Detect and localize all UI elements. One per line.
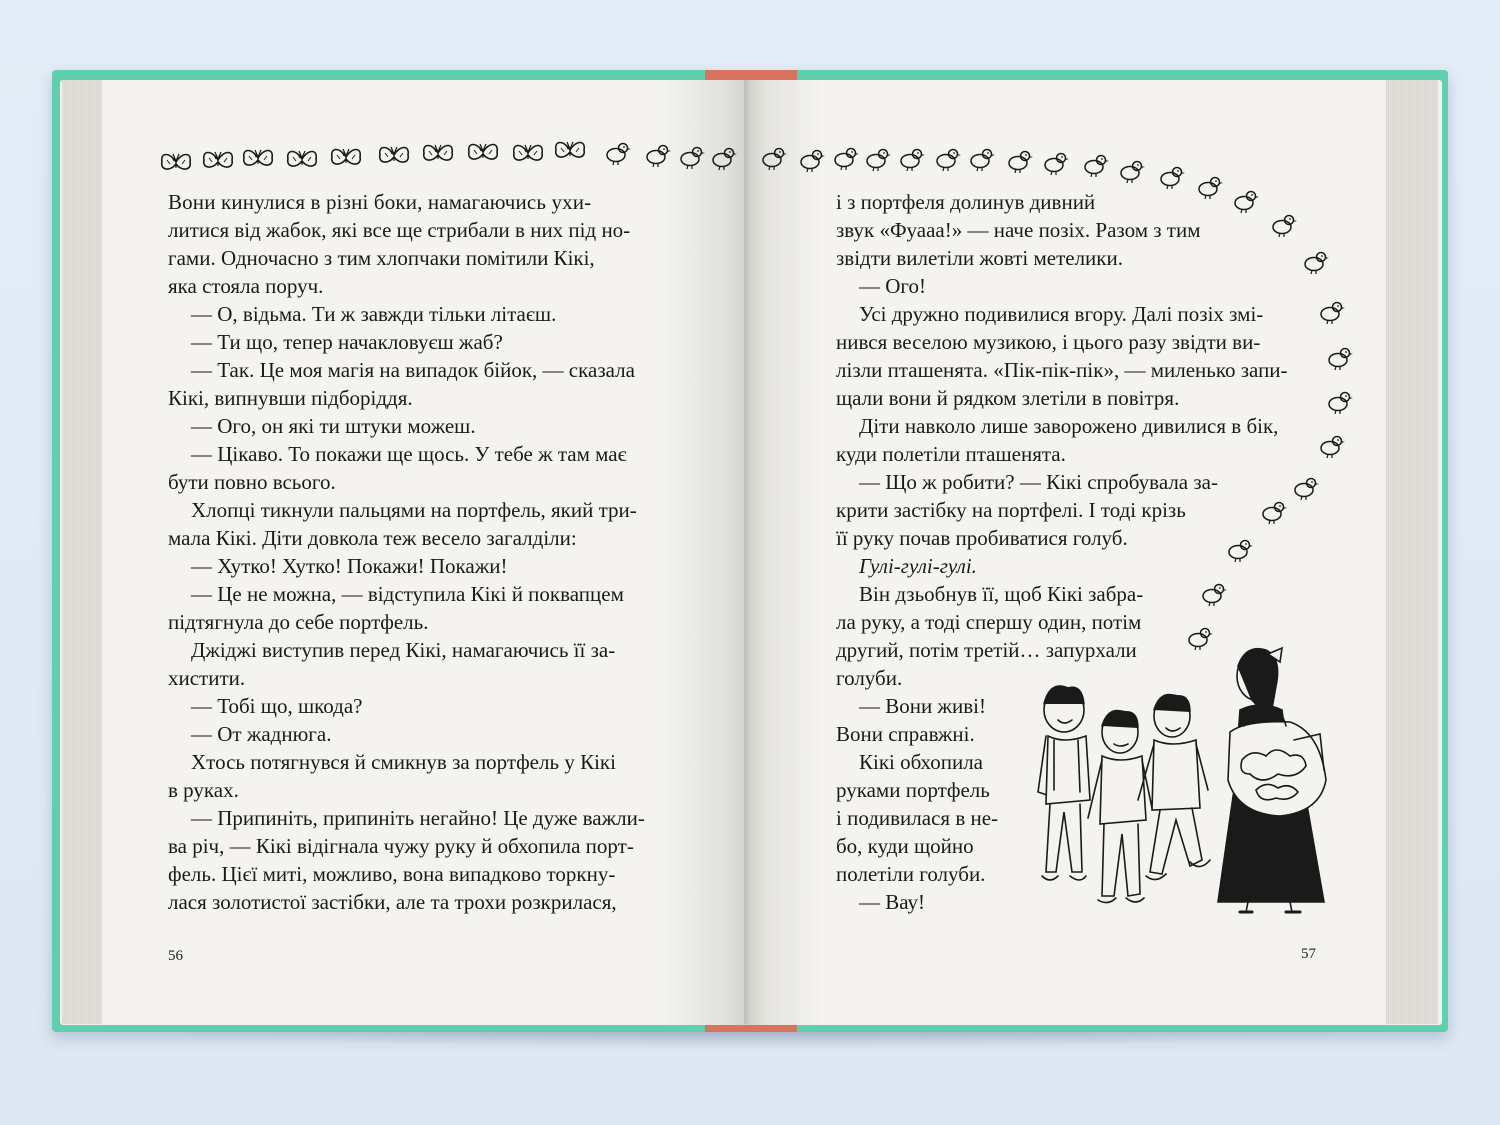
left-line: яка стояла поруч.	[168, 274, 324, 298]
left-line: Вони кинулися в різні боки, намагаючись ухи-	[168, 190, 592, 214]
right-line: лізли пташенята. «Пік-пік-пік», — миленько запи-	[836, 358, 1288, 382]
left-line: підтягнула до себе портфель.	[168, 610, 429, 634]
right-line: нився веселою музикою, і цього разу звідти ви-	[836, 330, 1261, 354]
left-line: в руках.	[168, 778, 239, 802]
right-line: Кікі обхопила	[859, 750, 983, 774]
children-illustration	[1020, 640, 1350, 915]
left-line: хистити.	[168, 666, 246, 690]
left-line: — Ого, он які ти штуки можеш.	[191, 414, 476, 438]
right-line: і подивилася в не-	[836, 806, 999, 830]
right-line: — Що ж робити? — Кікі спробувала за-	[859, 470, 1218, 494]
right-line: — Ого!	[859, 274, 926, 298]
right-line: Вони справжні.	[836, 722, 975, 746]
right-line: і з портфеля долинув дивний	[836, 190, 1096, 214]
left-line: — Так. Це моя магія на випадок бійок, — сказала	[191, 358, 635, 382]
right-line: другий, потім третій… запурхали	[836, 638, 1137, 662]
right-line: ла руку, а тоді спершу один, потім	[836, 610, 1142, 634]
left-line: мала Кікі. Діти довкола теж весело загалділи:	[168, 526, 577, 550]
left-line: Хтось потягнувся й смикнув за портфель у Кікі	[191, 750, 616, 774]
left-line: Джіджі виступив перед Кікі, намагаючись її за-	[191, 638, 616, 662]
left-line: — Припиніть, припиніть негайно! Це дуже важли-	[191, 806, 645, 830]
left-line: фель. Цієї миті, можливо, вона випадково торкну-	[168, 862, 616, 886]
left-line: — Хутко! Хутко! Покажи! Покажи!	[191, 554, 508, 578]
right-line: звідти вилетіли жовті метелики.	[836, 246, 1123, 270]
boy-figure	[1088, 711, 1152, 903]
left-line: — Ти що, тепер начакловуєш жаб?	[191, 330, 503, 354]
left-line: — От жаднюга.	[191, 722, 332, 746]
left-line: Хлопці тикнули пальцями на портфель, який три-	[191, 498, 637, 522]
right-line: — Вони живі!	[859, 694, 986, 718]
right-page-edges	[1386, 80, 1438, 1024]
left-page-edges	[62, 80, 102, 1024]
right-line: Діти навколо лише заворожено дивилися в бік,	[859, 414, 1279, 438]
boy-figure	[1138, 695, 1210, 880]
left-line: — О, відьма. Ти ж завжди тільки літаєш.	[191, 302, 557, 326]
right-line: бо, куди щойно	[836, 834, 974, 858]
right-line: руками портфель	[836, 778, 990, 802]
right-line: її руку почав пробиватися голуб.	[836, 526, 1128, 550]
right-line: полетіли голуби.	[836, 862, 986, 886]
right-line: звук «Фуааа!» — наче позіх. Разом з тим	[836, 218, 1201, 242]
left-line: — Цікаво. То покажи ще щось. У тебе ж там має	[191, 442, 627, 466]
right-line: — Вау!	[859, 890, 926, 914]
right-line: голуби.	[836, 666, 903, 690]
left-line: ва річ, — Кікі відігнала чужу руку й обхопила порт-	[168, 834, 634, 858]
right-line: Він дзьобнув її, щоб Кікі забра-	[859, 582, 1144, 606]
left-line: — Тобі що, шкода?	[191, 694, 363, 718]
right-line-italic: Гулі-гулі-гулі.	[859, 554, 977, 578]
left-line: бути повно всього.	[168, 470, 336, 494]
left-page-number: 56	[168, 948, 183, 964]
left-line: гами. Одночасно з тим хлопчаки помітили Кікі,	[168, 246, 595, 270]
kiki-figure	[1218, 648, 1326, 912]
right-line: куди полетіли пташенята.	[836, 442, 1066, 466]
left-line: Кікі, випнувши підборіддя.	[168, 386, 413, 410]
right-line: крити застібку на портфелі. І тоді крізь	[836, 498, 1186, 522]
boy-figure	[1038, 686, 1090, 880]
right-page-number: 57	[1301, 946, 1316, 962]
right-line: щали вони й рядком злетіли в повітря.	[836, 386, 1180, 410]
left-line: лася золотистої застібки, але та трохи розкрилася,	[168, 890, 617, 914]
right-line: Усі дружно подивилися вгору. Далі позіх змі-	[859, 302, 1264, 326]
left-line: — Це не можна, — відступила Кікі й поквапцем	[191, 582, 624, 606]
left-line: литися від жабок, які все ще стрибали в них під но-	[168, 218, 631, 242]
